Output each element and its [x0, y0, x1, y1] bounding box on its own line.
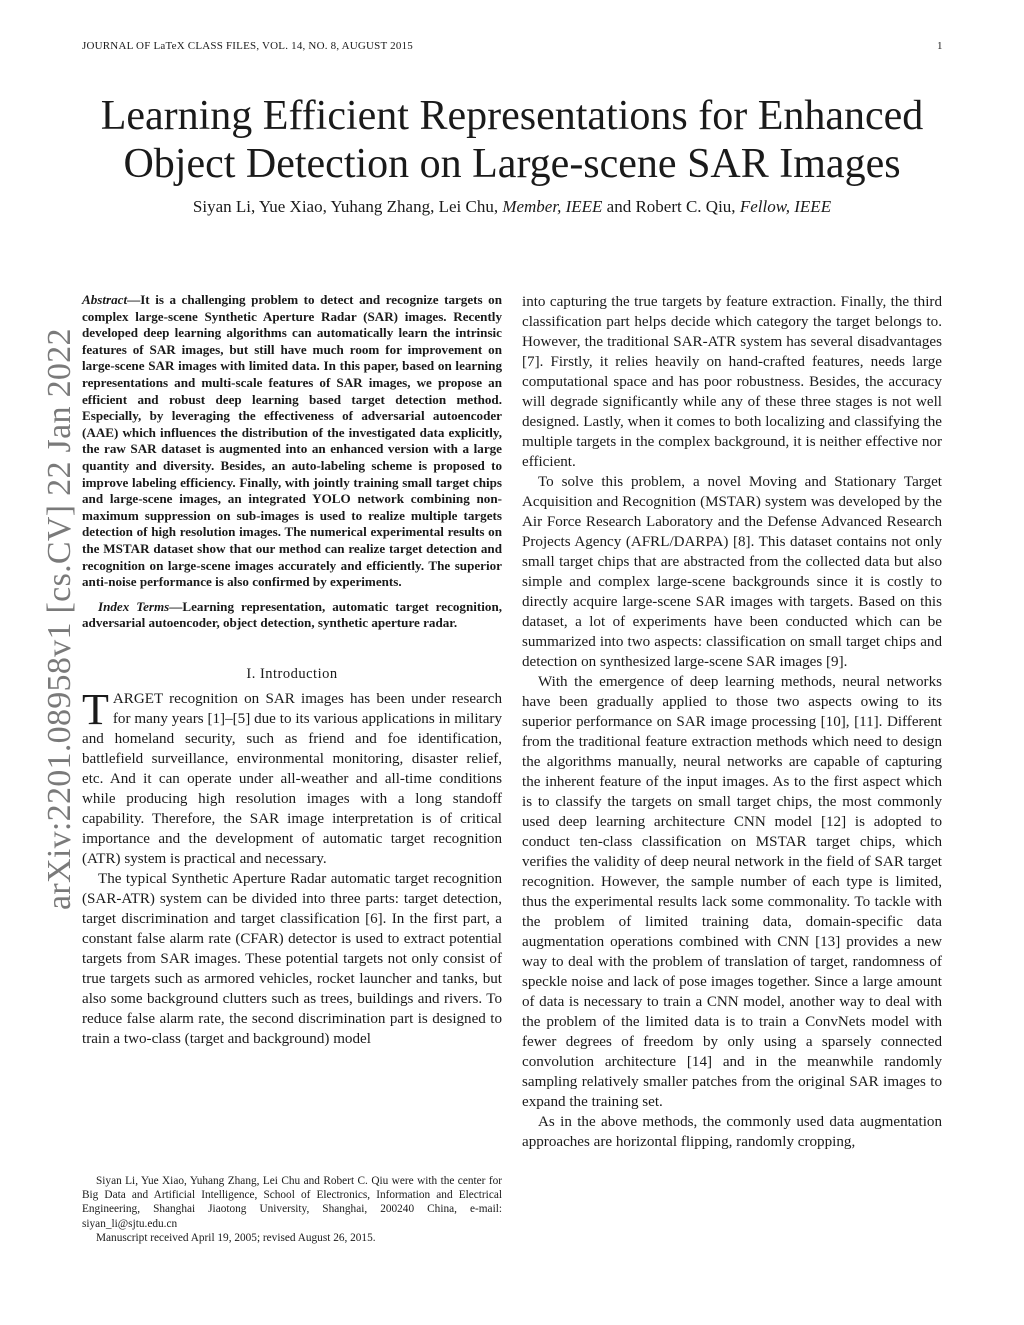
right-paragraph-1: into capturing the true targets by feature extraction. Finally, the third classification part helps decide which category the target belongs to. However, the traditional SAR-ATR system has several disadvantages [7]. Firstly, it relies heavily on hand-crafted features, needs large computational space and has poor robustness. Besides, the accuracy will degrade significantly while any of these three stages is not well designed. Lastly, when it comes to both localizing and classifying the multiple targets in the complex background, it is neither effective nor efficient.: [522, 294, 942, 470]
right-paragraph-4: As in the above methods, the commonly used data augmentation approaches are horizontal flipping, randomly cropping,: [522, 1114, 942, 1150]
authors-names: Siyan Li, Yue Xiao, Yuhang Zhang, Lei Chu,: [192, 197, 499, 216]
right-paragraph-2: To solve this problem, a novel Moving and Stationary Target Acquisition and Recognition (MSTAR) system was developed by the Air Force Research Laboratory and the Defense Advanced Research Projects Agency (AFRL/DARPA) [8]. This dataset contains not only small target chips that are abstracted from the collected data but also simple and complex large-scene backgrounds since it is costly to directly acquire large-scene SAR images with targets. Based on this dataset, a lot of experiments have been conducted which can be summarized into two aspects: classification on small target chips and detection on synthesized large-scene SAR images [9].: [522, 474, 942, 670]
intro-paragraph-1-text: ARGET recognition on SAR images has been under research for many years [1]–[5] due to its various applications in military and homeland security, such as friend and foe identification, battlefield surveillance, environmental monitoring, disaster relief, etc. And it can operate under all-weather and all-time conditions while producing high resolution images with a long standoff capability. Therefore, the SAR image interpretation is of critical importance and the development of automatic target recognition (ATR) system is practical and necessary.: [82, 690, 502, 867]
title-line-1: Learning Efficient Representations for Enhanced: [100, 93, 924, 139]
intro-paragraph-1: [82, 684, 502, 869]
footnote: [82, 1174, 502, 1245]
arxiv-identifier: arXiv:2201.08958v1 [cs.CV] 22 Jan 2022: [41, 328, 78, 910]
author-role-fellow: Fellow, IEEE: [739, 197, 832, 216]
section-heading-introduction: I. Introduction: [246, 665, 338, 682]
footnote-received: Manuscript received April 19, 2005; revised August 26, 2015.: [96, 1231, 376, 1244]
index-terms-label: Index Terms: [98, 598, 170, 614]
intro-paragraph-2: The typical Synthetic Aperture Radar automatic target recognition (SAR-ATR) system can be divided into three parts: target detection, target discrimination and target classification [6]. In the first part, a constant false alarm rate (CFAR) detector is used to extract potential targets from SAR images. These potential targets not only consist of true targets such as armored vehicles, rocket launcher and tanks, but also some background clutters such as trees, buildings and rivers. To reduce false alarm rate, the second discrimination part is designed to train a two-class (target and background) model: [82, 870, 502, 1047]
authors-and: and Robert C. Qiu,: [606, 197, 736, 216]
title-line-2: Object Detection on Large-scene SAR Images: [123, 141, 901, 187]
author-list: [60, 197, 964, 217]
author-role-member: Member, IEEE: [502, 197, 603, 216]
right-paragraph-3: With the emergence of deep learning methods, neural networks have been gradually applied to those two aspects owing to its superior performance on SAR image processing [10], [11]. Different from the traditional feature extraction methods which need to design the algorithms manually, neural networks are capable of capturing the inherent feature of the input images. As to the first aspect which is to classify the targets on small target chips, the most commonly used deep learning architecture CNN model [12] is adopted to conduct ten-class classification on MSTAR target chips, which verifies the validity of deep neural network in the field of SAR target recognition. However, the sample number of each type is limited, thus the experimental results lack some commonality. To tackle with the problem of limited training data, domain-specific data augmentation operations combined with CNN [13] provides a new way to deal with the problem of translation of target, randomness of speckle noise and lack of pose images together. Since a large amount of data is necessary to train a CNN model, another way to deal with the problem of the limited data is to train a ConvNets model with fewer degrees of freedom by only using a sparsely connected convolution architecture [14] and in the meanwhile randomly sampling relatively smaller patches from the original SAR images to expand the training set.: [522, 674, 942, 1110]
index-terms: [82, 599, 502, 632]
right-column: [522, 292, 942, 1152]
index-terms-text: —Learning representation, automatic target recognition, adversarial autoencoder, object detection, synthetic aperture radar.: [82, 598, 502, 631]
drop-cap: T: [82, 684, 109, 734]
abstract-label: Abstract: [82, 292, 128, 307]
page-number: 1: [937, 40, 943, 52]
running-head: JOURNAL OF LaTeX CLASS FILES, VOL. 14, NO. 8, AUGUST 2015: [82, 40, 413, 52]
paper-title: [60, 92, 964, 188]
footnote-affiliation: Siyan Li, Yue Xiao, Yuhang Zhang, Lei Chu and Robert C. Qiu were with the center for Big Data and Artificial Intelligence, School of Electronics, Information and Electrical Engineering, Shanghai Jiaotong University, Shanghai, 200240 China, e-mail: siyan_li@sjtu.edu.cn: [82, 1175, 502, 1230]
abstract-text: —It is a challenging problem to detect and recognize targets on complex large-scene Synthetic Aperture Radar (SAR) images. Recently developed deep learning algorithms can automatically learn the intrinsic features of SAR images, but still have much room for improvement on large-scene SAR images with limited data. In this paper, based on learning representations and multi-scale features of SAR images, we propose an efficient and robust deep learning based target detection method. Especially, by leveraging the effectiveness of adversarial autoencoder (AAE) which influences the distribution of the investigated data explicitly, the raw SAR dataset is augmented into an enhanced version with a large quantity and diversity. Besides, an auto-labeling scheme is proposed to improve labeling efficiency. Finally, with jointly training small target chips and large-scene images, an integrated YOLO network combining non-maximum suppression on sub-images is used to realize multiple targets detection of high resolution images. The numerical experimental results on the MSTAR dataset show that our method can realize target detection and recognition on large-scene images accurately and efficiently. The superior anti-noise performance is also confirmed by experiments.: [82, 292, 502, 590]
left-column: [82, 292, 502, 1049]
abstract: [82, 292, 502, 591]
